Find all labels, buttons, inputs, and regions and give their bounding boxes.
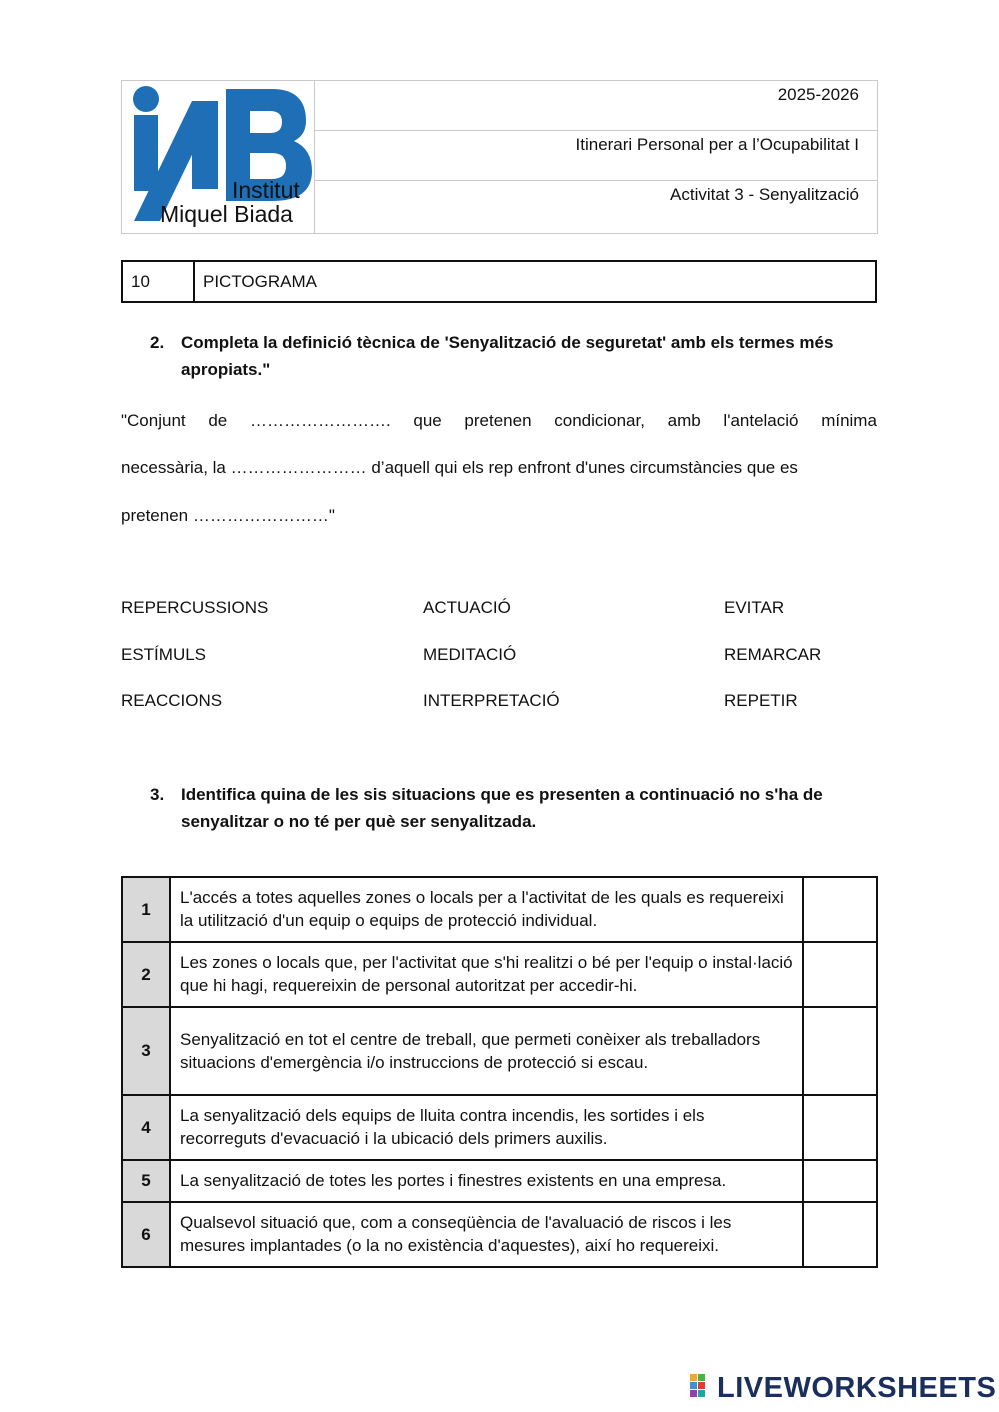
logo-text-name: Miquel Biada [160, 201, 293, 227]
word-bank-item[interactable]: EVITAR [724, 598, 785, 617]
liveworksheets-brand [690, 1372, 996, 1406]
definition-word: de [208, 411, 228, 430]
question-2-number: 2. [150, 333, 165, 352]
row-number: 5 [122, 1160, 170, 1202]
answer-row-term: PICTOGRAMA [203, 272, 317, 291]
definition-word: ……………………. [249, 411, 391, 430]
word-bank-item[interactable]: REACCIONS [121, 691, 223, 710]
school-logo [122, 81, 315, 233]
question-2-text: Completa la definició tècnica de 'Senyalització de seguretat' amb els termes més apropiats." [181, 333, 834, 379]
document-header [121, 80, 878, 234]
table-row [122, 877, 877, 942]
word-bank-item[interactable]: REMARCAR [724, 645, 822, 664]
row-text: La senyalització de totes les portes i finestres existents en una empresa. [170, 1160, 803, 1202]
table-row [122, 1202, 877, 1267]
table-row [122, 1007, 877, 1095]
question-3-number: 3. [150, 785, 165, 804]
answer-box[interactable] [803, 1095, 877, 1160]
answer-box[interactable] [803, 1160, 877, 1202]
answer-box[interactable] [803, 1202, 877, 1267]
header-year-row [315, 81, 877, 131]
row-text: Qualsevol situació que, com a conseqüència de l'avaluació de riscos i les mesures implantades (o la no existència d'aquestes), així ho requereixi. [170, 1202, 803, 1267]
row-text: La senyalització dels equips de lluita contra incendis, les sortides i els recorreguts d'evacuació i la ubicació dels primers auxilis. [170, 1095, 803, 1160]
answer-box[interactable] [803, 942, 877, 1007]
word-bank-item[interactable]: REPETIR [724, 691, 798, 710]
definition-word: mínima [821, 411, 877, 430]
header-course-row [315, 131, 877, 181]
question-3-text: Identifica quina de les sis situacions que es presenten a continuació no s'ha de senyalitzar o no té per què ser senyalitzada. [181, 785, 823, 831]
word-bank-item[interactable]: INTERPRETACIÓ [423, 691, 560, 710]
row-number: 4 [122, 1095, 170, 1160]
table-row [122, 1095, 877, 1160]
answer-row-number: 10 [123, 262, 195, 301]
definition-paragraph [121, 411, 877, 431]
row-text: Senyalització en tot el centre de treball, que permeti conèixer als treballadors situacions d'emergència i/o instruccions de protecció si escau. [170, 1007, 803, 1095]
liveworksheets-logo-icon [690, 1373, 714, 1406]
header-activity: Activitat 3 - Senyalització [670, 185, 859, 204]
logo-text-institut: Institut [232, 177, 300, 203]
header-course: Itinerari Personal per a l’Ocupabilitat I [575, 135, 859, 154]
definition-word: condicionar, [554, 411, 645, 430]
row-text: L'accés a totes aquelles zones o locals per a l'activitat de les quals es requereixi la utilització d'un equip o equips de protecció individual. [170, 877, 803, 942]
situations-table [121, 876, 878, 1268]
header-activity-row [315, 181, 877, 231]
row-number: 3 [122, 1007, 170, 1095]
definition-line-3: pretenen ……………………" [121, 506, 335, 525]
table-row [122, 942, 877, 1007]
header-year: 2025-2026 [777, 85, 859, 104]
word-bank-item[interactable]: ACTUACIÓ [423, 598, 511, 617]
word-bank-item[interactable]: MEDITACIÓ [423, 645, 517, 664]
row-number: 2 [122, 942, 170, 1007]
definition-line-2: necessària, la …………………… d’aquell qui els rep enfront d'unes circumstàncies que es [121, 458, 798, 477]
word-bank-item[interactable]: REPERCUSSIONS [121, 598, 269, 617]
row-text: Les zones o locals que, per l'activitat que s'hi realitzi o bé per l'equip o instal·lació que hi hagi, requereixin de personal autoritzat per accedir-hi. [170, 942, 803, 1007]
row-number: 1 [122, 877, 170, 942]
definition-word: pretenen [464, 411, 532, 430]
liveworksheets-text: LIVEWORKSHEETS [717, 1372, 997, 1404]
definition-word: que [413, 411, 442, 430]
table-row [122, 1160, 877, 1202]
row-number: 6 [122, 1202, 170, 1267]
answer-box[interactable] [803, 877, 877, 942]
definition-word: "Conjunt [121, 411, 186, 430]
definition-word: l'antelació [723, 411, 799, 430]
answer-row [121, 260, 877, 303]
definition-line-1 [121, 411, 877, 431]
definition-word: amb [667, 411, 701, 430]
answer-box[interactable] [803, 1007, 877, 1095]
word-bank-item[interactable]: ESTÍMULS [121, 645, 207, 664]
